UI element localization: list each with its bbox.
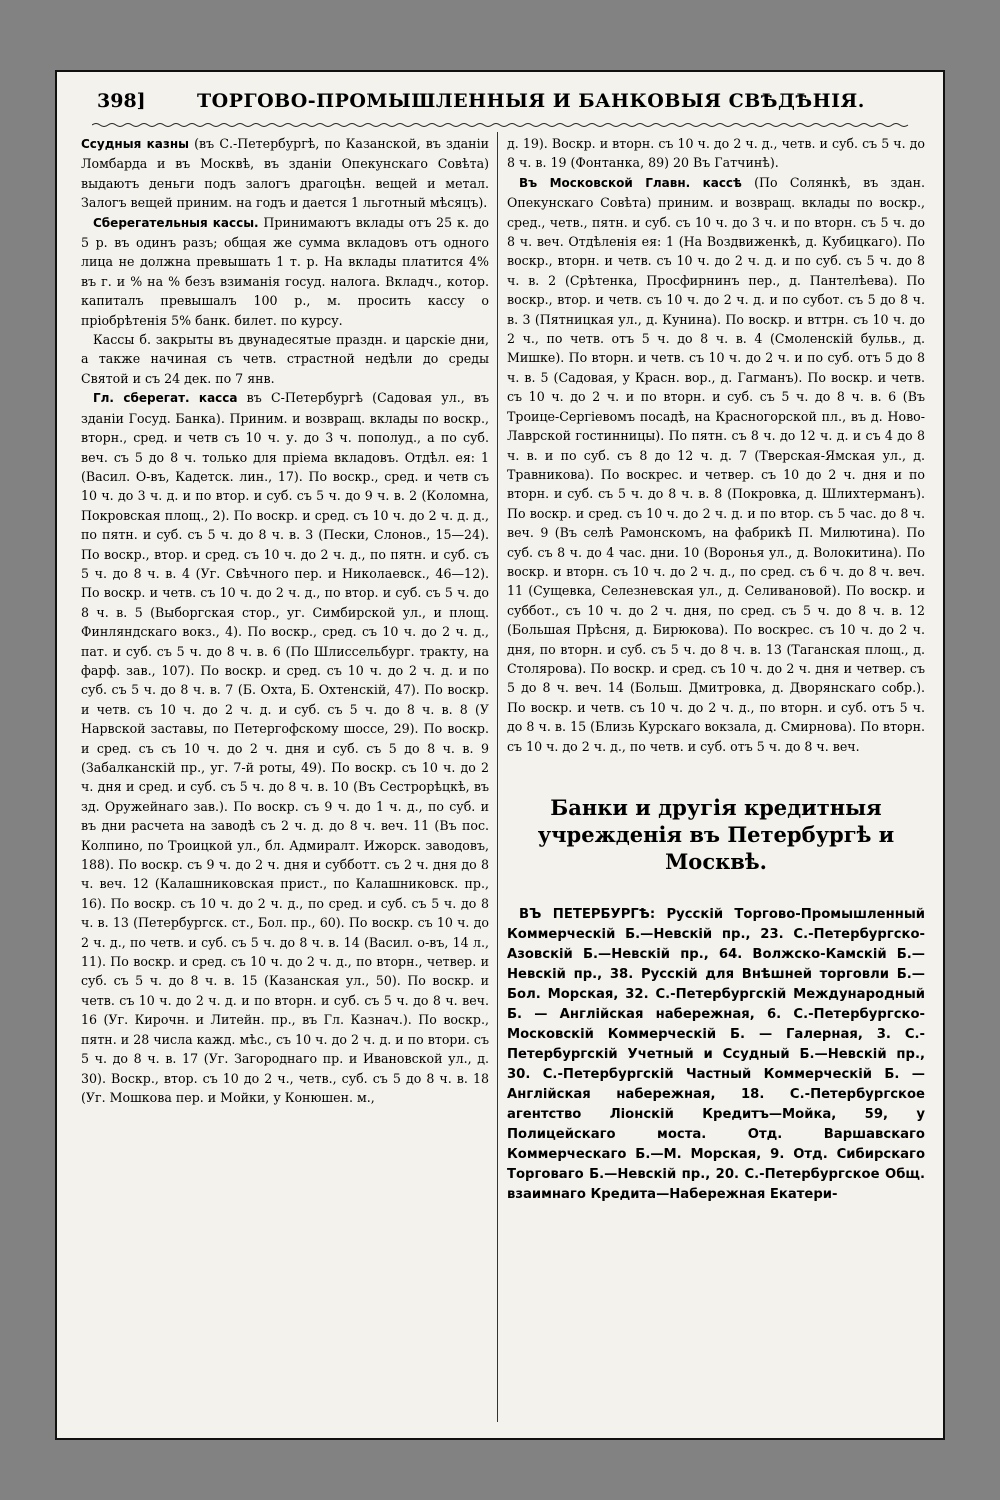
lead-main-savings-bank: Гл. сберегат. касса: [93, 391, 238, 406]
column-divider: [497, 132, 498, 1422]
text-main-savings-bank: въ С-Петербургѣ (Садовая ул., въ зданіи Госуд. Банка). Приним. и возвращ. вклады по воскр., вторн., сред. и четв съ 10 ч. у. до 3 ч. пополуд., а по суб. веч. съ 5 до 8 ч. только для пріема вкладовъ. Отдѣл. ея: 1 (Васил. О-въ, Кадетск. лин., 17). По воскр., сред. и четв съ 10 ч. до 3 ч. д. и по втор. и суб. съ 5 ч. до 9 ч. в. 2 (Коломна, Покровская площ., 2). По воскр. и сред. съ 10 ч. до 2 ч. д. д., по пятн. и суб. съ 5 ч. до 8 ч. в. 3 (Пески, Слонов., 15—24). По воскр., втор. и сред. съ 10 ч. до 2 ч. д., по пятн. и суб. съ 5 ч. до 8 ч. в. 4 (Уг. Свѣчного пер. и Николаевск., 46—12). По воскр. и четв. съ 10 ч. до 2 ч. д., по втор. и суб. съ 5 ч. до 8 ч. в. 5 (Выборгская стор., уг. Симбирской ул., и площ. Финляндскаго вокз., 4). По воскр., сред. съ 10 ч. до 2 ч. д., пат. и суб. съ 5 ч. до 8 ч. в. 6 (По Шлиссельбург. тракту, на фарф. зав., 107). По воскр. и сред. съ 10 ч. до 2 ч. д. и по суб. съ 5 ч. до 8 ч. в. 7 (Б. Охта, Б. Охтенскій, 47). По воскр. и четв. съ 10 ч. до 2 ч. д. и суб. съ 5 ч. до 8 ч. в. 8 (У Нарвской заставы, по Петергофскому шоссе, 29). По воскр. и сред. съ съ 10 ч. до 2 ч. дня и суб. съ 5 до 8 ч. в. 9 (Забалканскій пр., уг. 7-й роты, 49). По воскр. съ 10 ч. до 2 ч. дня и сред. и суб. съ 5 ч. до 8 ч. в. 10 (Въ Сестрорѣцкѣ, въ зд. Оружейнаго зав.). По воскр. съ 9 ч. до 1 ч. д., по суб. и въ дни расчета на заводѣ съ 2 ч. д. до 8 ч. веч. 11 (Въ пос. Колпино, по Троицкой ул., бл. Адмиралт. Ижорск. заводовъ, 188). По воскр. съ 9 ч. до 2 ч. дня и субботт. съ 2 ч. дня до 8 ч. веч. 12 (Калашниковская прист., по Калашниковск. пр., 16). По воскр. съ 10 ч. до 2 ч. д., по сред. и суб. съ 5 ч. до 8 ч. в. 13 (Петербургск. ст., Бол. пр., 60). По воскр. съ 10 ч. до 2 ч. д., по четв. и суб. съ 5 ч. до 8 ч. в. 14 (Васил. о-въ, 14 л., 11). По воскр. и сред. съ 10 ч. до 2 ч. д., по вторн., четвер. и суб. съ 5 ч. до 8 ч. в. 15 (Казанская ул., 50). По воскр. и четв. съ 10 ч. до 2 ч. д. и по вторн. и суб. съ 5 ч. до 8 ч. веч. 16 (Уг. Кирочн. и Литейн. пр., въ Гл. Казнач.). По воскр., пятн. и 28 числа кажд. мѣс., съ 10 ч. до 2 ч. д. и по втори. съ 5 ч. до 8 ч. в. 17 (Уг. Загороднаго пр. и Ивановской ул., д. 30). Воскр., втор. съ 10 до 2 ч., четв., суб. съ 5 до 8 ч. в. 18 (Уг. Мошкова пер. и Мойки, у Конюшен. м.,: [81, 390, 489, 1105]
running-title: ТОРГОВО-ПРОМЫШЛЕННЫЯ И БАНКОВЫЯ СВѢДѢНІЯ.: [197, 90, 865, 112]
paragraph-main-savings-bank: [81, 388, 489, 1107]
paragraph-moscow-bank: [507, 173, 925, 756]
lead-moscow-bank: Въ Московской Главн. кассѣ: [519, 175, 742, 190]
lead-pawn-offices: Ссудныя казны: [81, 137, 189, 151]
paragraph-petersburg-banks: ВЪ ПЕТЕРБУРГѢ: Русскій Торгово-Промышленный Коммерческій Б.—Невскій пр., 23. С.-Петербургско-Азовскій Б.—Невскій пр., 64. Волжско-Камскій Б.—Невскій пр., 38. Русскій для Внѣшней торговли Б.—Бол. Морская, 32. С.-Петербургскій Международный Б. — Англійская набережная, 6. С.-Петербургско-Московскій Коммерческій Б. — Галерная, 3. С.-Петербургскій Учетный и Ссудный Б.—Невскій пр., 30. С.-Петербургскій Частный Коммерческій Б. — Англійская набережная, 18. С.-Петербургское агентство Ліонскій Кредитъ—Мойка, 59, у Полицейскаго моста. Отд. Варшавскаго Коммерческаго Б.—М. Морская, 9. Отд. Сибирскаго Торговаго Б.—Невскій пр., 20. С.-Петербургское Общ. взаимнаго Кредита—Набережная Екатери-: [507, 907, 925, 1202]
paragraph-pawn-offices: [81, 134, 489, 213]
header-wavy-rule: [92, 122, 910, 128]
page-number: 398]: [97, 90, 146, 112]
paragraph-continuation: д. 19). Воскр. и вторн. съ 10 ч. до 2 ч. д., четв. и суб. съ 5 ч. до 8 ч. в. 19 (Фонтанка, 89) 20 Въ Гатчинѣ).: [507, 136, 925, 171]
paragraph-closures: Кассы б. закрыты въ двунадесятые праздн. и царскіе дни, а также начиная съ четв. страстной недѣли до среды Святой и съ 24 дек. по 7 янв.: [81, 332, 489, 386]
left-column: [81, 134, 489, 1107]
paragraph-savings-banks: [81, 213, 489, 330]
section-heading-banks: Банки и другія кредитныя учрежденія въ Петербургѣ и Москвѣ.: [537, 795, 895, 874]
right-column: [507, 134, 925, 1205]
text-savings-banks: Принимаютъ вклады отъ 25 к. до 5 р. въ одинъ разъ; общая же сумма вкладовъ отъ одного лица не должна превышать 1 т. р. На вклады платится 4% въ г. и % на % безъ взиманія госуд. налога. Вкладч., котор. капиталъ превышалъ 100 р., м. просить кассу о пріобрѣтенія 5% банк. билет. по курсу.: [81, 214, 489, 328]
text-moscow-bank: (По Солянкѣ, въ здан. Опекунскаго Совѣта) приним. и возвращ. вклады по воскр., сред., четв., пятн. и суб. съ 10 ч. до 3 ч. и по вторн. съ 5 ч. до 8 ч. веч. Отдѣленія ея: 1 (На Воздвиженкѣ, д. Кубицкаго). По воскр., вторн. и четв. съ 10 ч. до 2 ч. д. и по суб. съ 5 ч. до 8 ч. в. 2 (Срѣтенка, Просфирнинъ пер., д. Пантелѣева). По воскр., втор. и четв. съ 10 ч. до 2 ч. д. и по субот. съ 5 до 8 ч. в. 3 (Пятницкая ул., д. Кунина). По воскр. и вттрн. съ 10 ч. до 2 ч., по четв. отъ 5 ч. до 8 ч. в. 4 (Смоленскій бульв., д. Мишке). По вторн. и четв. съ 10 ч. до 2 ч. и по суб. отъ 5 до 8 ч. в. 5 (Садовая, у Красн. вор., д. Гагманъ). По воскр. и четв. съ 10 ч. до 2 ч. и по вторн. и суб. съ 5 ч. до 8 ч. в. 6 (Въ Троице-Сергіевомъ посадѣ, на Красногорской пл., въ д. Ново-Лаврской гостинницы). По пятн. съ 8 ч. до 12 ч. д. и съ 4 до 8 ч. в. и по суб. съ 8 до 12 ч. д. 7 (Тверская-Ямская ул., д. Травникова). По воскрес. и четвер. съ 10 до 2 ч. дня и по вторн. и суб. съ 5 ч. до 8 ч. в. 8 (Покровка, д. Шлихтерманъ). По воскр. и сред. съ 10 ч. до 2 ч. д. и по втор. съ 5 час. до 8 ч. веч. 9 (Въ селѣ Рамонскомъ, на фабрикѣ П. Милютина). По суб. съ 8 ч. до 4 час. дни. 10 (Воронья ул., д. Волокитина). По воскр. и вторн. съ 10 ч. до 2 ч. д., по сред. съ 6 ч. до 8 ч. веч. 11 (Сущевка, Селезневская ул., д. Селивановой). По воскр. и суббот., съ 10 ч. до 2 ч. дня, по сред. съ 5 ч. до 8 ч. в. 12 (Большая Прѣсня, д. Бирюкова). По воскрес. съ 10 ч. до 2 ч. дня, по вторн. и суб. съ 5 ч. до 8 ч. в. 13 (Таганская площ., д. Столярова). По воскр. и сред. съ 10 ч. до 2 ч. дня и четвер. съ 5 до 8 ч. веч. 14 (Больш. Дмитровка, д. Дворянскаго собр.). По воскр. и четв. съ 10 ч. до 2 ч. д., по вторн. и суб. отъ 5 ч. до 8 ч. в. 15 (Близь Курскаго вокзала, д. Смирнова). По вторн. съ 10 ч. до 2 ч. д., по четв. и суб. отъ 5 ч. до 8 ч. веч.: [507, 174, 925, 754]
lead-savings-banks: Сберегательныя кассы.: [93, 215, 259, 230]
text-pawn-offices: (въ С.-Петербургѣ, по Казанской, въ зданіи Ломбарда и въ Москвѣ, въ зданіи Опекунскаго Совѣта) выдаютъ деньги подъ залогъ драгоцѣн. вещей и метал. Залогъ вещей приним. на годъ и дается 1 льготный мѣсяцъ).: [81, 136, 489, 211]
book-page: [55, 70, 945, 1440]
page-header: [97, 90, 927, 120]
